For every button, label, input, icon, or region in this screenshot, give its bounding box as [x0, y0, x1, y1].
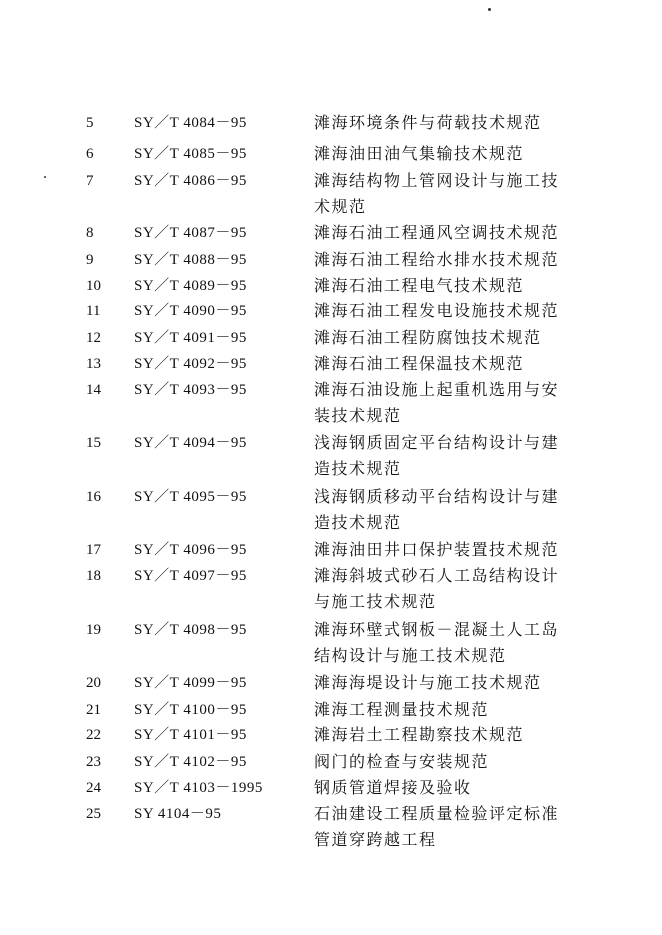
standard-code: SY／T 4092－95 — [134, 356, 247, 372]
standard-title-line: 滩海石油设施上起重机选用与安 — [314, 380, 560, 399]
standard-title — [314, 377, 594, 429]
standard-title-line: 滩海石油工程防腐蚀技术规范 — [314, 328, 542, 347]
standard-code: SY／T 4084－95 — [134, 115, 247, 131]
standard-title-line: 与施工技术规范 — [314, 592, 437, 611]
standard-title — [314, 247, 594, 273]
standard-code: SY／T 4099－95 — [134, 675, 247, 691]
item-number: 13 — [86, 356, 101, 372]
standard-code: SY／T 4089－95 — [134, 278, 247, 294]
item-number: 7 — [86, 173, 94, 189]
item-number: 14 — [86, 382, 101, 398]
standard-title — [314, 298, 594, 324]
item-number: 19 — [86, 622, 101, 638]
standard-title-line: 阀门的检查与安装规范 — [314, 752, 490, 771]
standard-title-line: 滩海油田油气集输技术规范 — [314, 144, 525, 163]
standard-title — [314, 141, 594, 167]
standard-title-line: 浅海钢质移动平台结构设计与建 — [314, 487, 560, 506]
item-number: 21 — [86, 702, 101, 718]
standard-code: SY／T 4091－95 — [134, 330, 247, 346]
standard-title-line: 结构设计与施工技术规范 — [314, 646, 507, 665]
standard-title — [314, 110, 594, 136]
standard-code: SY／T 4088－95 — [134, 252, 247, 268]
standard-title — [314, 325, 594, 351]
standard-title — [314, 537, 594, 563]
standard-code: SY／T 4094－95 — [134, 435, 247, 451]
standard-title-line: 滩海工程测量技术规范 — [314, 700, 490, 719]
standard-code: SY／T 4101－95 — [134, 727, 247, 743]
standard-code: SY／T 4097－95 — [134, 568, 247, 584]
standard-title — [314, 484, 594, 536]
standard-title — [314, 563, 594, 615]
standard-title — [314, 697, 594, 723]
standard-title — [314, 749, 594, 775]
item-number: 11 — [86, 303, 101, 319]
standard-title — [314, 617, 594, 669]
standard-code: SY／T 4087－95 — [134, 225, 247, 241]
item-number: 10 — [86, 278, 101, 294]
standard-title-line: 造技术规范 — [314, 459, 402, 478]
standard-title-line: 滩海石油工程给水排水技术规范 — [314, 250, 560, 269]
standard-title-line: 浅海钢质固定平台结构设计与建 — [314, 433, 560, 452]
standard-title — [314, 168, 594, 220]
item-number: 8 — [86, 225, 94, 241]
standard-title — [314, 430, 594, 482]
item-number: 16 — [86, 489, 101, 505]
standard-title — [314, 775, 594, 801]
standard-title — [314, 273, 594, 299]
standard-title-line: 钢质管道焊接及验收 — [314, 778, 472, 797]
standard-title-line: 滩海石油工程电气技术规范 — [314, 276, 525, 295]
item-number: 9 — [86, 252, 94, 268]
standard-title-line: 滩海石油工程发电设施技术规范 — [314, 301, 560, 320]
standard-code: SY／T 4100－95 — [134, 702, 247, 718]
standard-title — [314, 722, 594, 748]
standard-code: SY／T 4102－95 — [134, 754, 247, 770]
standard-title-line: 造技术规范 — [314, 513, 402, 532]
standard-code: SY／T 4098－95 — [134, 622, 247, 638]
standard-title — [314, 801, 594, 853]
standard-code: SY 4104－95 — [134, 806, 222, 822]
standard-code: SY／T 4086－95 — [134, 173, 247, 189]
standard-title-line: 装技术规范 — [314, 406, 402, 425]
item-number: 12 — [86, 330, 101, 346]
standard-title — [314, 351, 594, 377]
standard-code: SY／T 4095－95 — [134, 489, 247, 505]
item-number: 6 — [86, 146, 94, 162]
standard-title-line: 滩海斜坡式砂石人工岛结构设计 — [314, 566, 560, 585]
standard-title-line: 滩海环境条件与荷载技术规范 — [314, 113, 542, 132]
item-number: 20 — [86, 675, 101, 691]
item-number: 23 — [86, 754, 101, 770]
standard-code: SY／T 4103－1995 — [134, 780, 263, 796]
scan-speck — [488, 8, 491, 11]
scan-speck — [44, 176, 46, 178]
item-number: 24 — [86, 780, 101, 796]
standard-code: SY／T 4096－95 — [134, 542, 247, 558]
standard-code: SY／T 4090－95 — [134, 303, 247, 319]
item-number: 22 — [86, 727, 101, 743]
standard-title-line: 滩海结构物上管网设计与施工技 — [314, 171, 560, 190]
standard-title-line: 滩海岩土工程勘察技术规范 — [314, 725, 525, 744]
standard-code: SY／T 4085－95 — [134, 146, 247, 162]
standard-title-line: 石油建设工程质量检验评定标准 — [314, 804, 560, 823]
standard-title-line: 滩海石油工程通风空调技术规范 — [314, 223, 560, 242]
standard-title-line: 滩海环壁式钢板－混凝土人工岛 — [314, 620, 560, 639]
standard-title — [314, 670, 594, 696]
standard-title-line: 管道穿跨越工程 — [314, 830, 437, 849]
item-number: 17 — [86, 542, 101, 558]
standard-title-line: 滩海石油工程保温技术规范 — [314, 354, 525, 373]
item-number: 5 — [86, 115, 94, 131]
item-number: 25 — [86, 806, 101, 822]
item-number: 18 — [86, 568, 101, 584]
standard-code: SY／T 4093－95 — [134, 382, 247, 398]
standard-title-line: 术规范 — [314, 197, 367, 216]
standard-title — [314, 220, 594, 246]
standard-title-line: 滩海海堤设计与施工技术规范 — [314, 673, 542, 692]
standard-title-line: 滩海油田井口保护装置技术规范 — [314, 540, 560, 559]
item-number: 15 — [86, 435, 101, 451]
